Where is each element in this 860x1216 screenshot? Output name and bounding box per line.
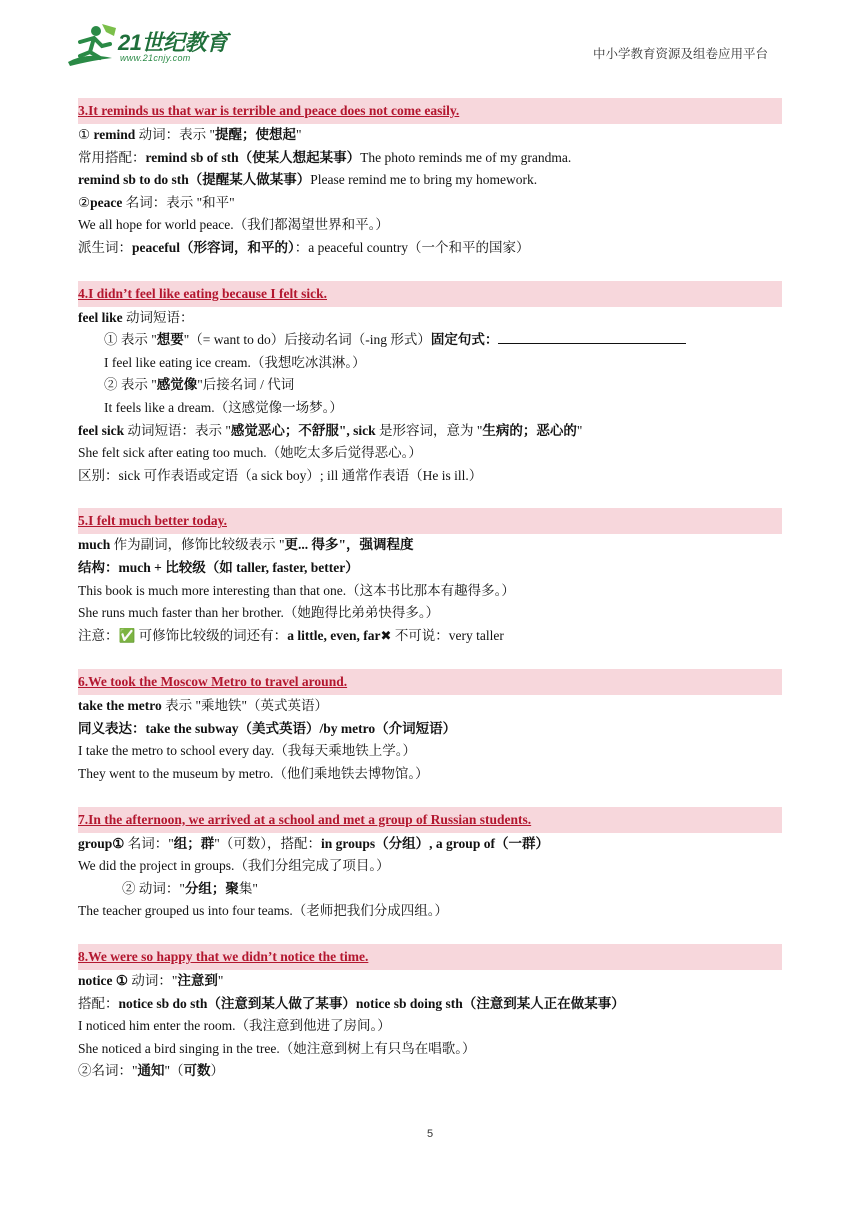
text-span: 常用搭配： [78,149,146,165]
text-line [78,465,782,488]
text-span: I feel like eating ice cream.（我想吃冰淇淋。） [104,354,366,370]
text-span: 不可说：very taller [391,627,504,643]
section-heading: 6.We took the Moscow Metro to travel around. [78,669,782,695]
text-line [78,695,782,718]
text-span: 动词：" [127,973,178,989]
text-line [78,329,782,352]
text-line [78,214,782,237]
bold-term: remind sb to do sth（提醒某人做某事） [78,172,311,188]
bold-term: peace [90,194,123,210]
text-line [78,580,782,603]
bold-term: much [78,537,111,553]
text-line [78,970,782,993]
text-span: They went to the museum by metro.（他们乘地铁去博物馆。） [78,766,429,782]
text-span: ① 表示 " [104,332,157,348]
text-span: ② 动词：" [122,880,185,896]
text-span: " [576,422,583,438]
section-heading: 4.I didn’t feel like eating because I felt sick. [78,281,782,307]
text-span: 表示 "乘地铁"（英式英语） [161,698,329,714]
text-line [78,124,782,147]
text-line [78,833,782,856]
text-line [78,1060,782,1083]
text-line [78,900,782,923]
bold-term: 感觉像 [156,377,198,393]
logo [66,22,236,70]
bold-term: feel sick [78,422,125,438]
text-span: 区别：sick 可作表语或定语（a sick boy）; ill 通常作表语（He is ill.） [78,467,483,483]
text-span: ② 表示 " [104,377,157,393]
text-span: " [296,127,302,142]
text-span: 搭配： [78,995,119,1011]
bold-term: in groups（分组）, a group of（一群） [321,835,549,851]
bold-term: 想要 [156,332,184,348]
text-span: I take the metro to school every day.（我每天乘地铁上学。） [78,743,417,759]
text-line [78,420,782,443]
platform-title: 中小学教育资源及组卷应用平台 [592,46,768,61]
text-span: "（可数），搭配： [214,835,322,851]
text-span: This book is much more interesting than that one.（这本书比那本有趣得多。） [78,582,515,598]
text-line [78,534,782,557]
text-line [78,169,782,192]
cross-icon: ✖ [380,628,392,644]
text-line [78,763,782,786]
text-span: We did the project in groups.（我们分组完成了项目。） [78,858,390,874]
fill-in-blank [498,331,686,344]
section-3 [78,98,782,260]
bold-term: 固定句式： [430,332,499,348]
text-line [78,993,782,1016]
text-line [78,192,782,215]
bold-term: remind [93,127,136,142]
bold-term: notice sb do sth（注意到某人做了某事）notice sb doing sth（注意到某人正在做某事） [118,995,625,1011]
text-span: 动词短语：表示 " [124,422,231,438]
bold-term: notice ① [78,973,128,989]
text-span: " [217,973,224,989]
section-7 [78,807,782,923]
bold-term: take the metro [78,698,162,714]
text-span: ②名词：" [78,1063,138,1079]
section-heading: 8.We were so happy that we didn’t notice the time. [78,944,782,970]
text-span: 动词短语： [122,309,194,325]
section-5 [78,508,782,648]
text-span: Please remind me to bring my homework. [310,172,538,188]
bold-term: a little, even, far [287,627,381,643]
text-line [78,602,782,625]
bold-term: peaceful（形容词，和平的） [132,239,295,255]
logo-text: 21世纪教育 [118,30,228,55]
text-span: 派生词： [78,239,132,255]
logo-url: www.21cnjy.com [120,53,191,63]
bold-term: feel like [78,309,123,325]
section-heading: 3.It reminds us that war is terrible and peace does not come easily. [78,98,782,124]
text-span: ① [78,127,94,142]
bold-term: 更... 得多"，强调程度 [284,537,414,553]
section-4 [78,281,782,488]
text-span: The teacher grouped us into four teams.（老师把我们分成四组。） [78,903,449,919]
text-span: ：a peaceful country（一个和平的国家） [294,239,530,255]
page-header [0,0,860,80]
text-span: ） [210,1063,225,1079]
text-span: She noticed a bird singing in the tree.（她注意到树上有只鸟在唱歌。） [78,1040,476,1056]
text-span: ② [78,194,91,210]
bold-term: 结构：much + 比较级（如 taller, faster, better） [78,559,359,575]
bold-term: 组；群 [173,835,215,851]
text-line [78,718,782,741]
text-line [78,855,782,878]
text-line [78,442,782,465]
text-line [78,878,782,901]
text-line [78,740,782,763]
text-span: She runs much faster than her brother.（她跑得比弟弟快得多。） [78,605,440,621]
bold-term: 提醒；使想起 [215,127,297,142]
bold-term: 分组；聚 [184,880,239,896]
text-span: 注意：✅ 可修饰比较级的词还有： [78,627,288,643]
text-span: "（= want to do）后接动名词（-ing 形式） [183,332,431,348]
text-line [78,557,782,580]
text-span: "（ [164,1063,184,1079]
runner-logo-icon [66,22,120,70]
section-heading: 5.I felt much better today. [78,508,782,534]
bold-term: 感觉恶心；不舒服", sick [230,422,376,438]
text-line [78,625,782,649]
text-line [78,147,782,170]
text-span: She felt sick after eating too much.（她吃太多后觉得恶心。） [78,445,422,461]
text-line [78,307,782,330]
text-line [78,1015,782,1038]
bold-term: 通知 [137,1063,165,1079]
bold-term: 生病的；恶心的 [482,422,577,438]
text-line [78,237,782,260]
text-span: 名词：" [124,835,174,851]
bold-term: 注意到 [177,973,218,989]
text-line [78,1038,782,1061]
text-line [78,397,782,420]
text-line [78,352,782,375]
text-span: We all hope for world peace.（我们都渴望世界和平。） [78,217,389,233]
text-span: It feels like a dream.（这感觉像一场梦。） [104,399,343,415]
section-8 [78,944,782,1083]
text-span: 集" [238,880,258,896]
text-span: The photo reminds me of my grandma. [360,149,572,165]
text-span: 名词：表示 "和平" [122,194,235,210]
text-span: I noticed him enter the room.（我注意到他进了房间。） [78,1018,391,1034]
document-body [78,98,782,1104]
text-span: 动词：表示 " [135,127,216,142]
bold-term: 同义表达：take the subway（美式英语）/by metro（介词短语） [78,720,457,736]
bold-term: 可数 [183,1063,211,1079]
text-line [78,374,782,397]
page-number: 5 [426,1128,434,1140]
text-span: "后接名词 / 代词 [197,377,295,393]
section-heading: 7.In the afternoon, we arrived at a school and met a group of Russian students. [78,807,782,833]
bold-term: group① [78,835,125,851]
text-span: 作为副词，修饰比较级表示 " [110,537,285,553]
text-span: 是形容词，意为 " [375,422,483,438]
section-6 [78,669,782,785]
bold-term: remind sb of sth（使某人想起某事） [145,149,361,165]
